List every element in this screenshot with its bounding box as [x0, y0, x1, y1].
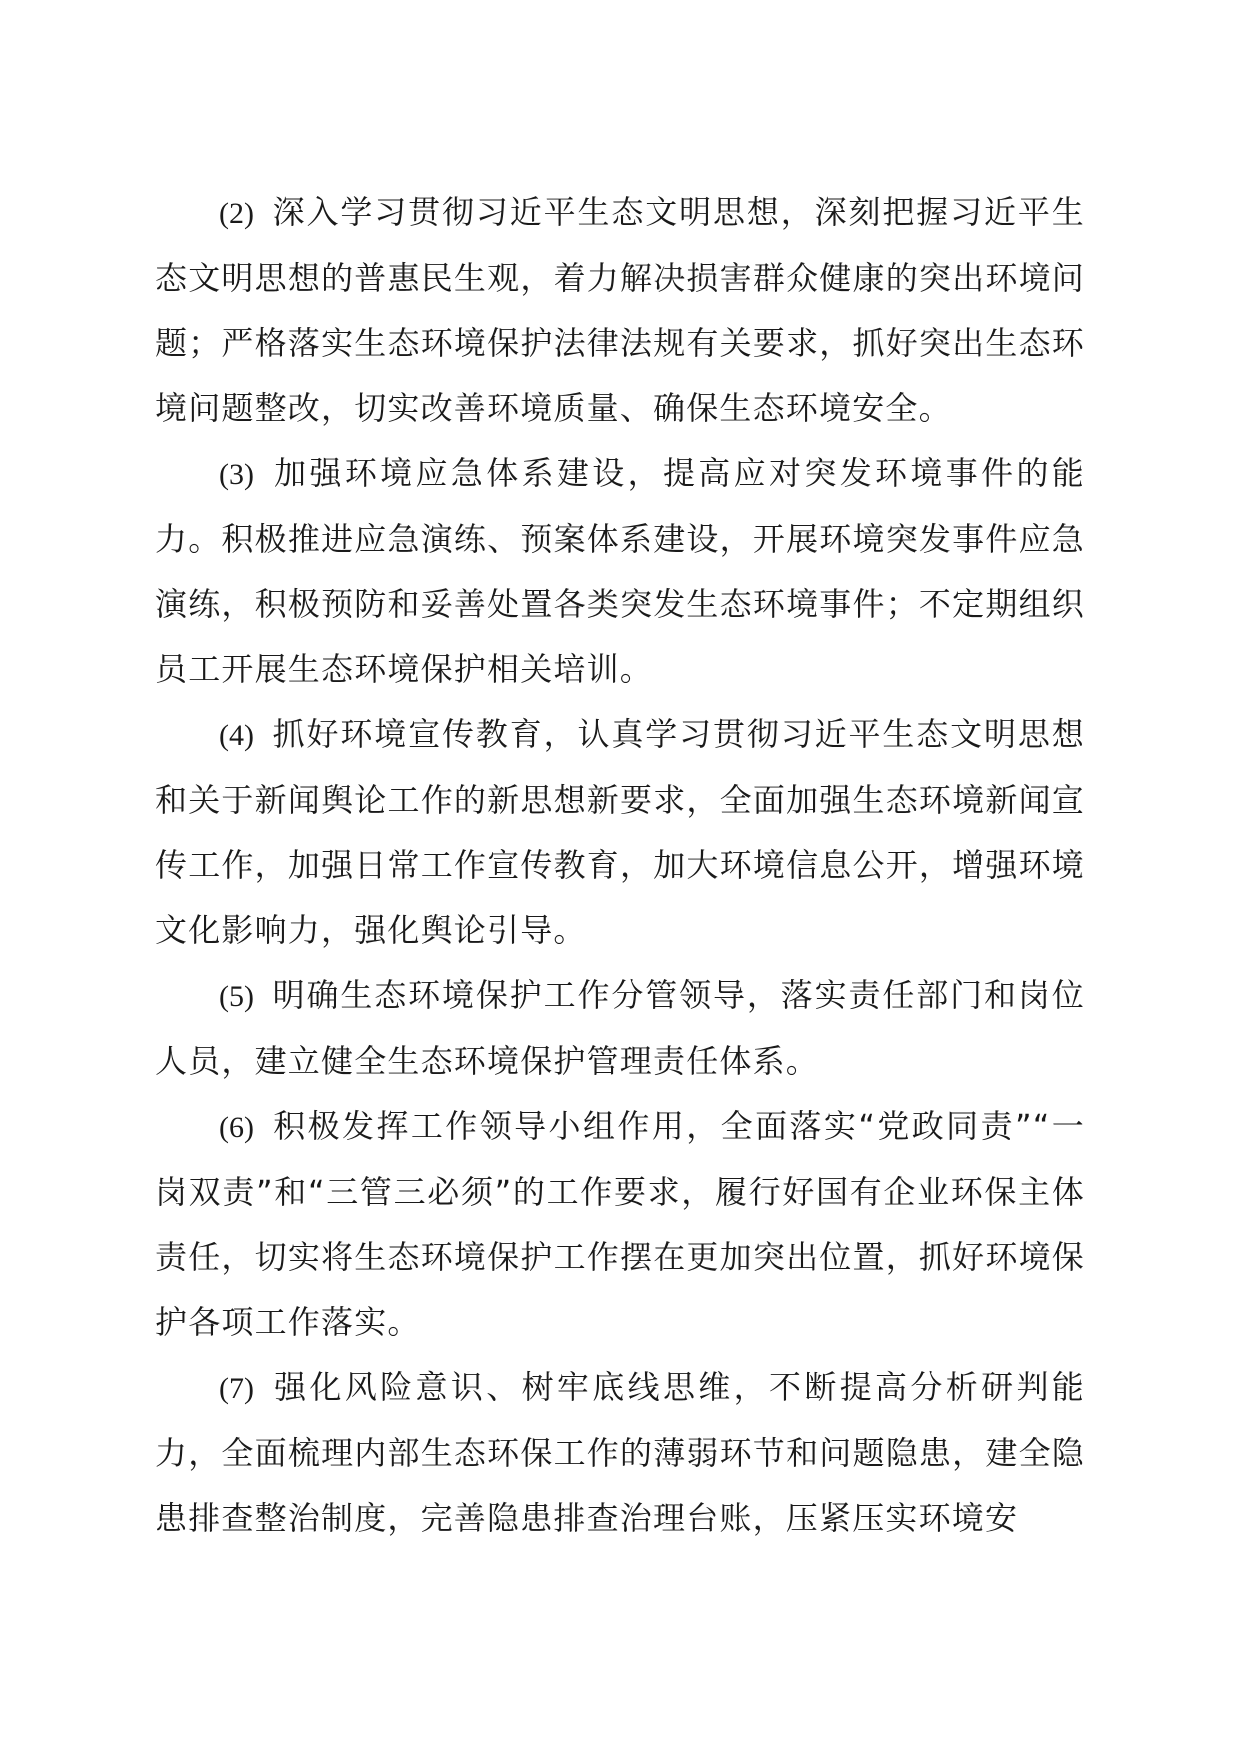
paragraph-number: (6)	[219, 1111, 254, 1144]
paragraph-3	[155, 441, 1085, 702]
paragraph-text: 积极发挥工作领导小组作用，全面落实“党政同责”“一岗双责”和“三管三必须”的工作要求，履行好国有企业环保主体责任，切实将生态环境保护工作摆在更加突出位置，抓好环境保护各项工作落实。	[155, 1107, 1085, 1341]
paragraph-4	[155, 702, 1085, 963]
paragraph-text: 加强环境应急体系建设，提高应对突发环境事件的能力。积极推进应急演练、预案体系建设，开展环境突发事件应急演练，积极预防和妥善处置各类突发生态环境事件；不定期组织员工开展生态环境保护相关培训。	[155, 454, 1085, 688]
paragraph-text: 明确生态环境保护工作分管领导，落实责任部门和岗位人员，建立健全生态环境保护管理责任体系。	[155, 976, 1085, 1080]
paragraph-number: (5)	[219, 980, 254, 1013]
paragraph-number: (3)	[219, 458, 254, 491]
paragraph-5	[155, 963, 1085, 1094]
paragraph-6	[155, 1094, 1085, 1355]
document-body	[155, 180, 1085, 1551]
paragraph-text: 抓好环境宣传教育，认真学习贯彻习近平生态文明思想和关于新闻舆论工作的新思想新要求，全面加强生态环境新闻宣传工作，加强日常工作宣传教育，加大环境信息公开，增强环境文化影响力，强化舆论引导。	[155, 715, 1085, 949]
paragraph-text: 强化风险意识、树牢底线思维，不断提高分析研判能力，全面梳理内部生态环保工作的薄弱环节和问题隐患，建全隐患排查整治制度，完善隐患排查治理台账，压紧压实环境安	[155, 1368, 1085, 1537]
paragraph-number: (7)	[219, 1372, 254, 1405]
paragraph-number: (2)	[219, 197, 254, 230]
paragraph-7	[155, 1355, 1085, 1551]
paragraph-2	[155, 180, 1085, 441]
paragraph-number: (4)	[219, 719, 254, 752]
paragraph-text: 深入学习贯彻习近平生态文明思想，深刻把握习近平生态文明思想的普惠民生观，着力解决损害群众健康的突出环境问题；严格落实生态环境保护法律法规有关要求，抓好突出生态环境问题整改，切实改善环境质量、确保生态环境安全。	[155, 193, 1085, 427]
